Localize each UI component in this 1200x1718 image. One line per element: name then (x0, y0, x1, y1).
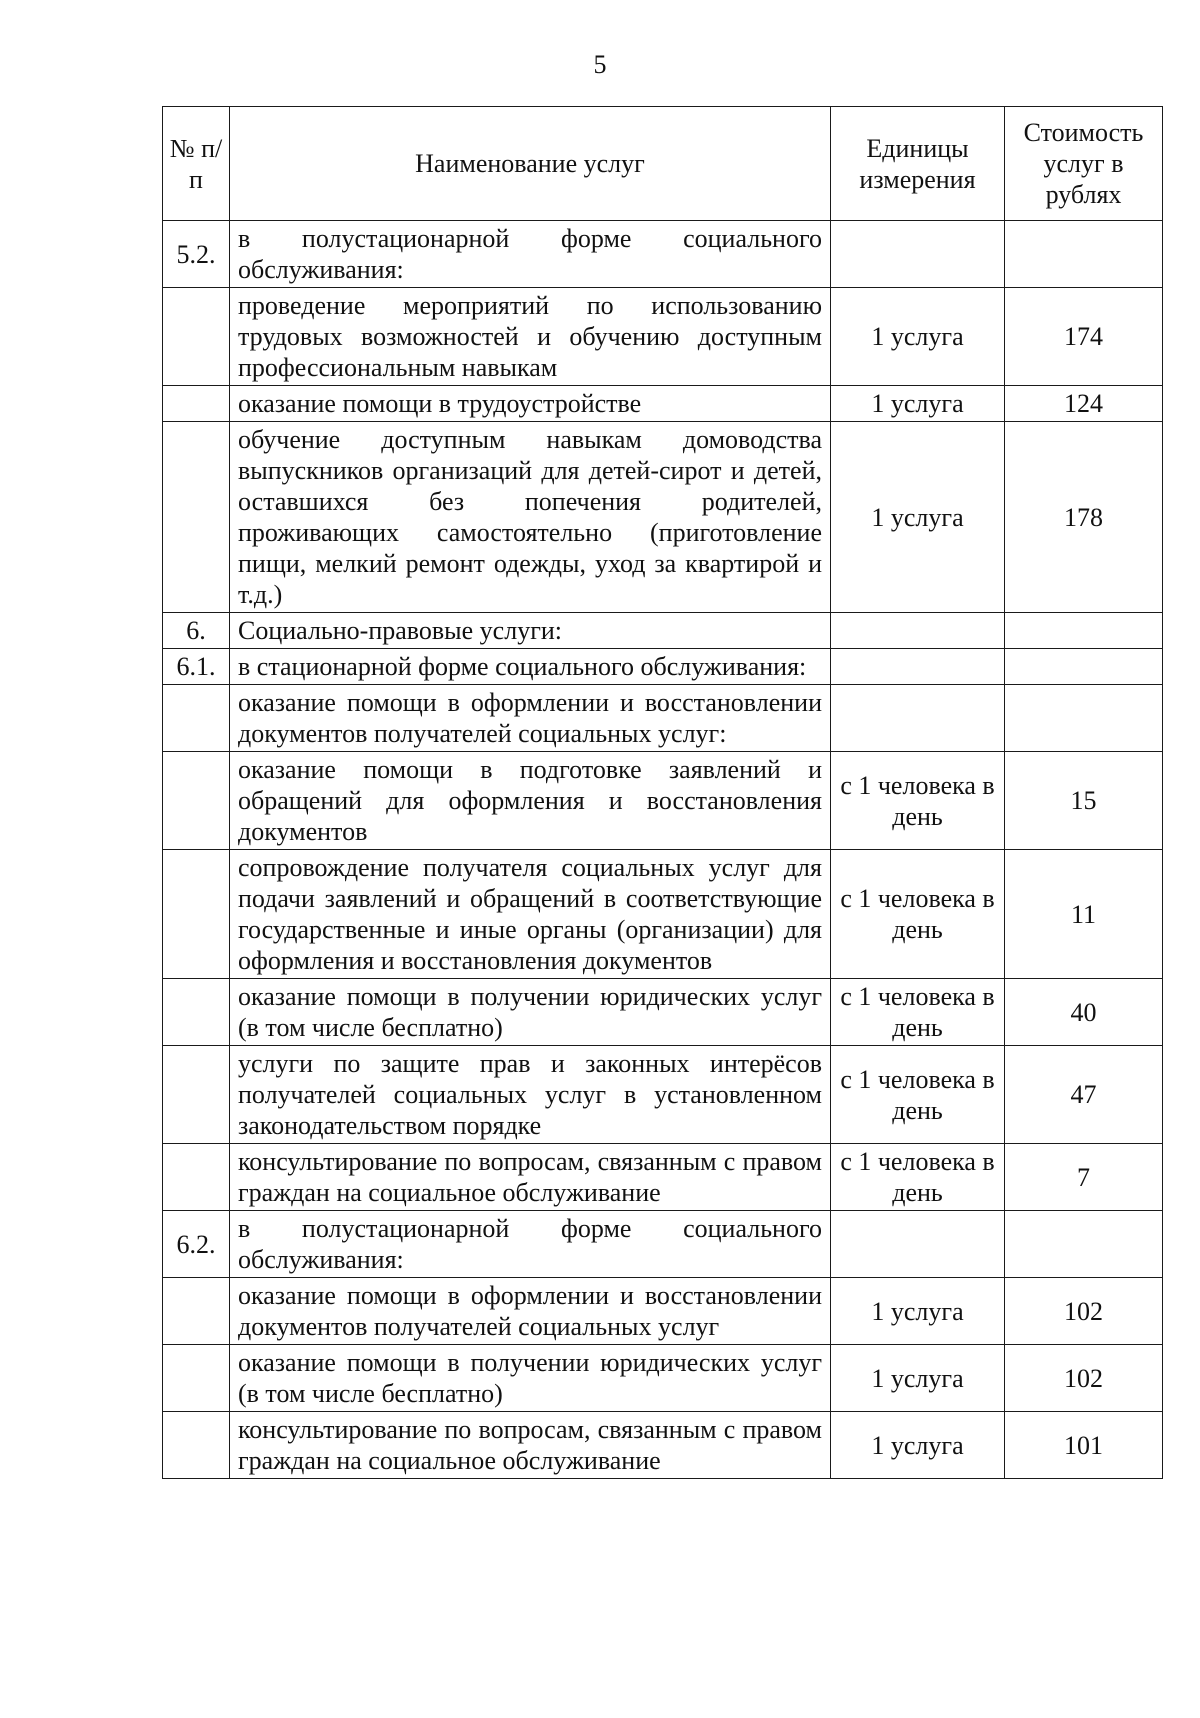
unit-cell: с 1 человека в день (831, 752, 1005, 850)
service-name-cell: оказание помощи в оформлении и восстановлении документов получателей социальных услуг (230, 1278, 831, 1345)
row-number-cell (163, 288, 230, 386)
table-header-row (163, 107, 1163, 221)
row-number-cell (163, 1345, 230, 1412)
service-name-cell: проведение мероприятий по использованию трудовых возможностей и обучению доступным профессиональным навыкам (230, 288, 831, 386)
row-number-cell (163, 422, 230, 613)
table-row (163, 1345, 1163, 1412)
row-number-cell (163, 1046, 230, 1144)
service-name-cell: оказание помощи в подготовке заявлений и обращений для оформления и восстановления документов (230, 752, 831, 850)
table-row (163, 221, 1163, 288)
row-number-cell (163, 685, 230, 752)
unit-cell (831, 685, 1005, 752)
unit-cell: с 1 человека в день (831, 850, 1005, 979)
service-name-cell: в полустационарной форме социального обслуживания: (230, 1211, 831, 1278)
service-name-cell: услуги по защите прав и законных интерёсов получателей социальных услуг в установленном законодательством порядке (230, 1046, 831, 1144)
table-row (163, 613, 1163, 649)
header-num: № п/п (163, 107, 230, 221)
price-cell: 101 (1005, 1412, 1163, 1479)
service-name-cell: консультирование по вопросам, связанным с правом граждан на социальное обслуживание (230, 1144, 831, 1211)
table-row (163, 1278, 1163, 1345)
price-cell: 47 (1005, 1046, 1163, 1144)
service-name-cell: в стационарной форме социального обслуживания: (230, 649, 831, 685)
service-name-cell: консультирование по вопросам, связанным с правом граждан на социальное обслуживание (230, 1412, 831, 1479)
service-name-cell: обучение доступным навыкам домоводства выпускников организаций для детей-сирот и детей, оставшихся без попечения родителей, проживающих самостоятельно (приготовление пищи, мелкий ремонт одежды, уход за квартирой и т.д.) (230, 422, 831, 613)
service-name-cell: Социально-правовые услуги: (230, 613, 831, 649)
row-number-cell: 6.1. (163, 649, 230, 685)
header-name: Наименование услуг (230, 107, 831, 221)
table-row (163, 288, 1163, 386)
row-number-cell: 5.2. (163, 221, 230, 288)
table-row (163, 1412, 1163, 1479)
table-body (163, 221, 1163, 1479)
table-row (163, 422, 1163, 613)
header-unit: Единицы измерения (831, 107, 1005, 221)
table-row (163, 1144, 1163, 1211)
header-price: Стоимость услуг в рублях (1005, 107, 1163, 221)
price-cell: 40 (1005, 979, 1163, 1046)
price-cell (1005, 1211, 1163, 1278)
table-row (163, 685, 1163, 752)
table-row (163, 386, 1163, 422)
price-cell (1005, 649, 1163, 685)
price-cell: 124 (1005, 386, 1163, 422)
service-name-cell: оказание помощи в трудоустройстве (230, 386, 831, 422)
service-name-cell: оказание помощи в получении юридических услуг (в том числе бесплатно) (230, 979, 831, 1046)
unit-cell: 1 услуга (831, 386, 1005, 422)
table-row (163, 1046, 1163, 1144)
row-number-cell (163, 1278, 230, 1345)
row-number-cell (163, 386, 230, 422)
price-cell: 15 (1005, 752, 1163, 850)
row-number-cell (163, 979, 230, 1046)
unit-cell: 1 услуга (831, 422, 1005, 613)
unit-cell: с 1 человека в день (831, 1144, 1005, 1211)
table-row (163, 1211, 1163, 1278)
service-name-cell: сопровождение получателя социальных услуг для подачи заявлений и обращений в соответствующие государственные и иные органы (организации) для оформления и восстановления документов (230, 850, 831, 979)
unit-cell: 1 услуга (831, 288, 1005, 386)
row-number-cell (163, 752, 230, 850)
row-number-cell (163, 1412, 230, 1479)
service-name-cell: оказание помощи в оформлении и восстановлении документов получателей социальных услуг: (230, 685, 831, 752)
unit-cell: 1 услуга (831, 1278, 1005, 1345)
price-cell (1005, 221, 1163, 288)
price-cell: 7 (1005, 1144, 1163, 1211)
price-cell: 174 (1005, 288, 1163, 386)
unit-cell (831, 1211, 1005, 1278)
unit-cell: с 1 человека в день (831, 1046, 1005, 1144)
table-row (163, 752, 1163, 850)
table-row (163, 649, 1163, 685)
service-name-cell: в полустационарной форме социального обслуживания: (230, 221, 831, 288)
price-cell: 11 (1005, 850, 1163, 979)
price-cell: 102 (1005, 1278, 1163, 1345)
table-row (163, 979, 1163, 1046)
unit-cell (831, 649, 1005, 685)
unit-cell: 1 услуга (831, 1345, 1005, 1412)
unit-cell: с 1 человека в день (831, 979, 1005, 1046)
price-cell: 102 (1005, 1345, 1163, 1412)
service-name-cell: оказание помощи в получении юридических услуг (в том числе бесплатно) (230, 1345, 831, 1412)
price-cell (1005, 613, 1163, 649)
price-cell: 178 (1005, 422, 1163, 613)
row-number-cell (163, 1144, 230, 1211)
row-number-cell: 6.2. (163, 1211, 230, 1278)
row-number-cell: 6. (163, 613, 230, 649)
price-cell (1005, 685, 1163, 752)
unit-cell: 1 услуга (831, 1412, 1005, 1479)
tariff-table (162, 106, 1163, 1479)
row-number-cell (163, 850, 230, 979)
unit-cell (831, 613, 1005, 649)
unit-cell (831, 221, 1005, 288)
table-row (163, 850, 1163, 979)
page-number: 5 (593, 50, 607, 79)
